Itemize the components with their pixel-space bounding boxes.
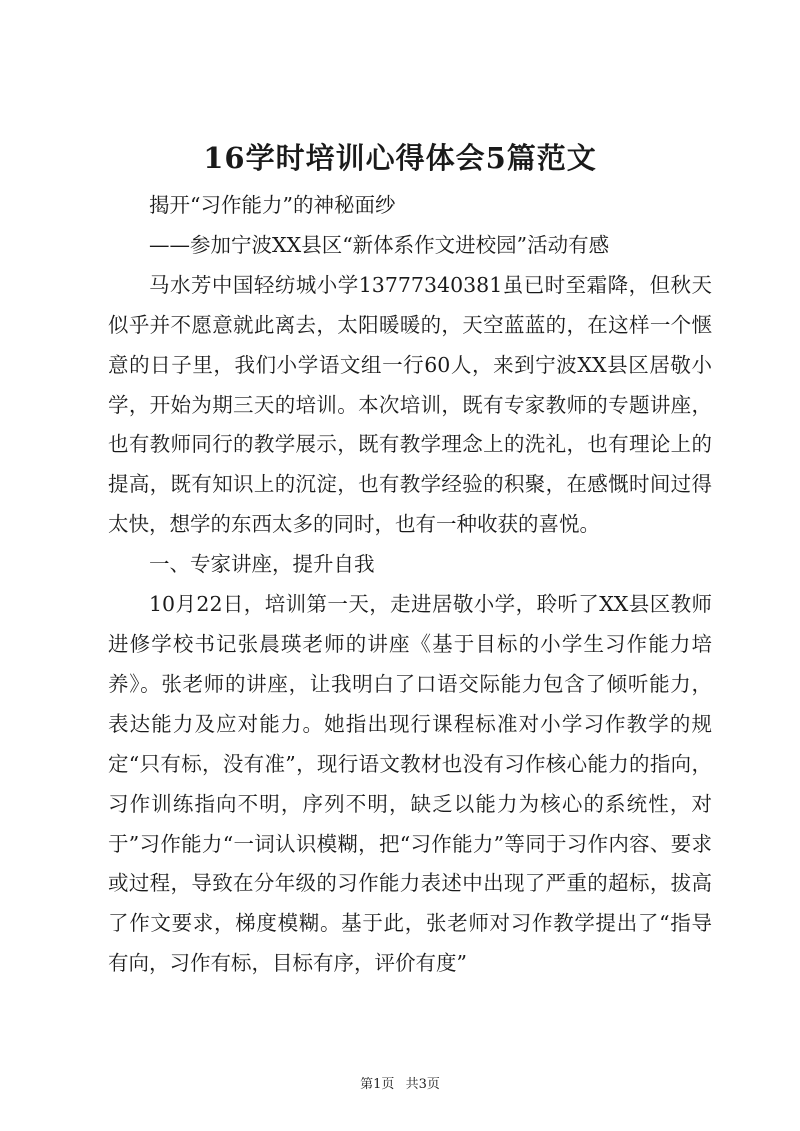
document-body — [108, 186, 712, 984]
essay-heading: 揭开“习作能力”的神秘面纱 — [149, 193, 396, 217]
section-heading-1: 一、专家讲座，提升自我 — [149, 552, 375, 577]
page-number: 第1页 — [360, 1077, 395, 1092]
page-footer — [0, 1076, 800, 1094]
paragraph-section-1: 10月22日，培训第一天，走进居敬小学，聆听了XX县区教师进修学校书记张晨瑛老师的讲座《基于目标的小学生习作能力培养》。张老师的讲座，让我明白了口语交际能力包含了倾听能力，表达能力及应对能力。她指出现行课程标准对小学习作教学的规定“只有标，没有准”，现行语文教材也没有习作核心能力的指向，习作训练指向不明，序列不明，缺乏以能力为核心的系统性，对于”习作能力“一词认识模糊，把“习作能力”等同于习作内容、要求或过程，导致在分年级的习作能力表述中出现了严重的超标，拔高了作文要求，梯度模糊。基于此，张老师对习作教学提出了“指导有向，习作有标，目标有序，评价有度” — [108, 592, 712, 976]
essay-subheading: ——参加宁波XX县区“新体系作文进校园”活动有感 — [149, 232, 610, 257]
document-title: 16学时培训心得体会5篇范文 — [203, 141, 597, 175]
page-total: 共3页 — [405, 1077, 440, 1092]
paragraph-intro: 马水芳中国轻纺城小学13777340381虽已时至霜降，但秋天似乎并不愿意就此离去，太阳暖暖的，天空蓝蓝的，在这样一个惬意的日子里，我们小学语文组一行60人，来到宁波XX县区居敬小学，开始为期三天的培训。本次培训，既有专家教师的专题讲座，也有教师同行的教学展示，既有教学理念上的洗礼，也有理论上的提高，既有知识上的沉淀，也有教学经验的积聚，在感慨时间过得太快，想学的东西太多的同时，也有一种收获的喜悦。 — [108, 272, 712, 537]
